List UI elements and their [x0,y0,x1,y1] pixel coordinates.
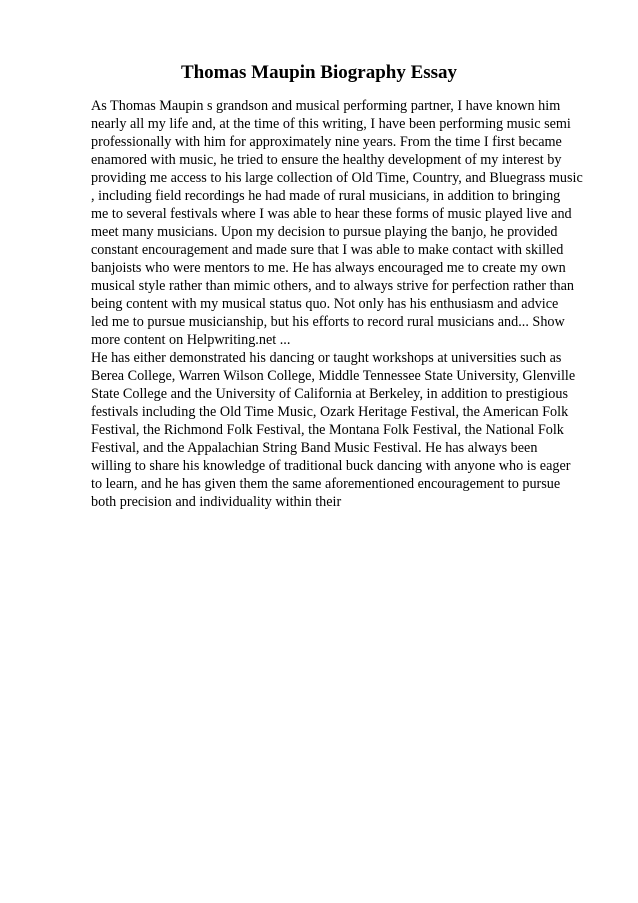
body-line: meet many musicians. Upon my decision to pursue playing the banjo, he provided [91,224,558,240]
body-line: led me to pursue musicianship, but his efforts to record rural musicians and... Show [91,314,565,330]
body-line: Festival, and the Appalachian String Band Music Festival. He has always been [91,440,538,456]
body-line: musical style rather than mimic others, and to always strive for perfection rather than [91,278,574,294]
body-line: Berea College, Warren Wilson College, Middle Tennessee State University, Glenville [91,368,576,384]
body-line: me to several festivals where I was able to hear these forms of music played live and [91,206,572,222]
document-body [91,97,583,511]
body-line: more content on Helpwriting.net ... [91,332,291,348]
body-line: both precision and individuality within their [91,494,342,510]
body-line: As Thomas Maupin s grandson and musical performing partner, I have known him [91,98,561,114]
body-line: being content with my musical status quo. Not only has his enthusiasm and advice [91,296,559,312]
body-line: to learn, and he has given them the same aforementioned encouragement to pursue [91,476,561,492]
body-line: Festival, the Richmond Folk Festival, the Montana Folk Festival, the National Folk [91,422,564,438]
body-line: enamored with music, he tried to ensure the healthy development of my interest by [91,152,562,168]
body-line: He has either demonstrated his dancing or taught workshops at universities such as [91,350,562,366]
document-title: Thomas Maupin Biography Essay [180,62,458,83]
body-line: , including field recordings he had made of rural musicians, in addition to bringing [91,188,561,204]
body-line: festivals including the Old Time Music, Ozark Heritage Festival, the American Folk [91,404,569,420]
body-line: constant encouragement and made sure that I was able to make contact with skilled [91,242,564,258]
body-line: State College and the University of California at Berkeley, in addition to prestigious [91,386,569,402]
body-line: banjoists who were mentors to me. He has always encouraged me to create my own [91,260,566,276]
body-line: providing me access to his large collection of Old Time, Country, and Bluegrass music [91,170,583,186]
body-line: professionally with him for approximately nine years. From the time I first became [91,134,562,150]
body-line: nearly all my life and, at the time of this writing, I have been performing music semi [91,116,571,132]
body-line: willing to share his knowledge of traditional buck dancing with anyone who is eager [91,458,571,474]
